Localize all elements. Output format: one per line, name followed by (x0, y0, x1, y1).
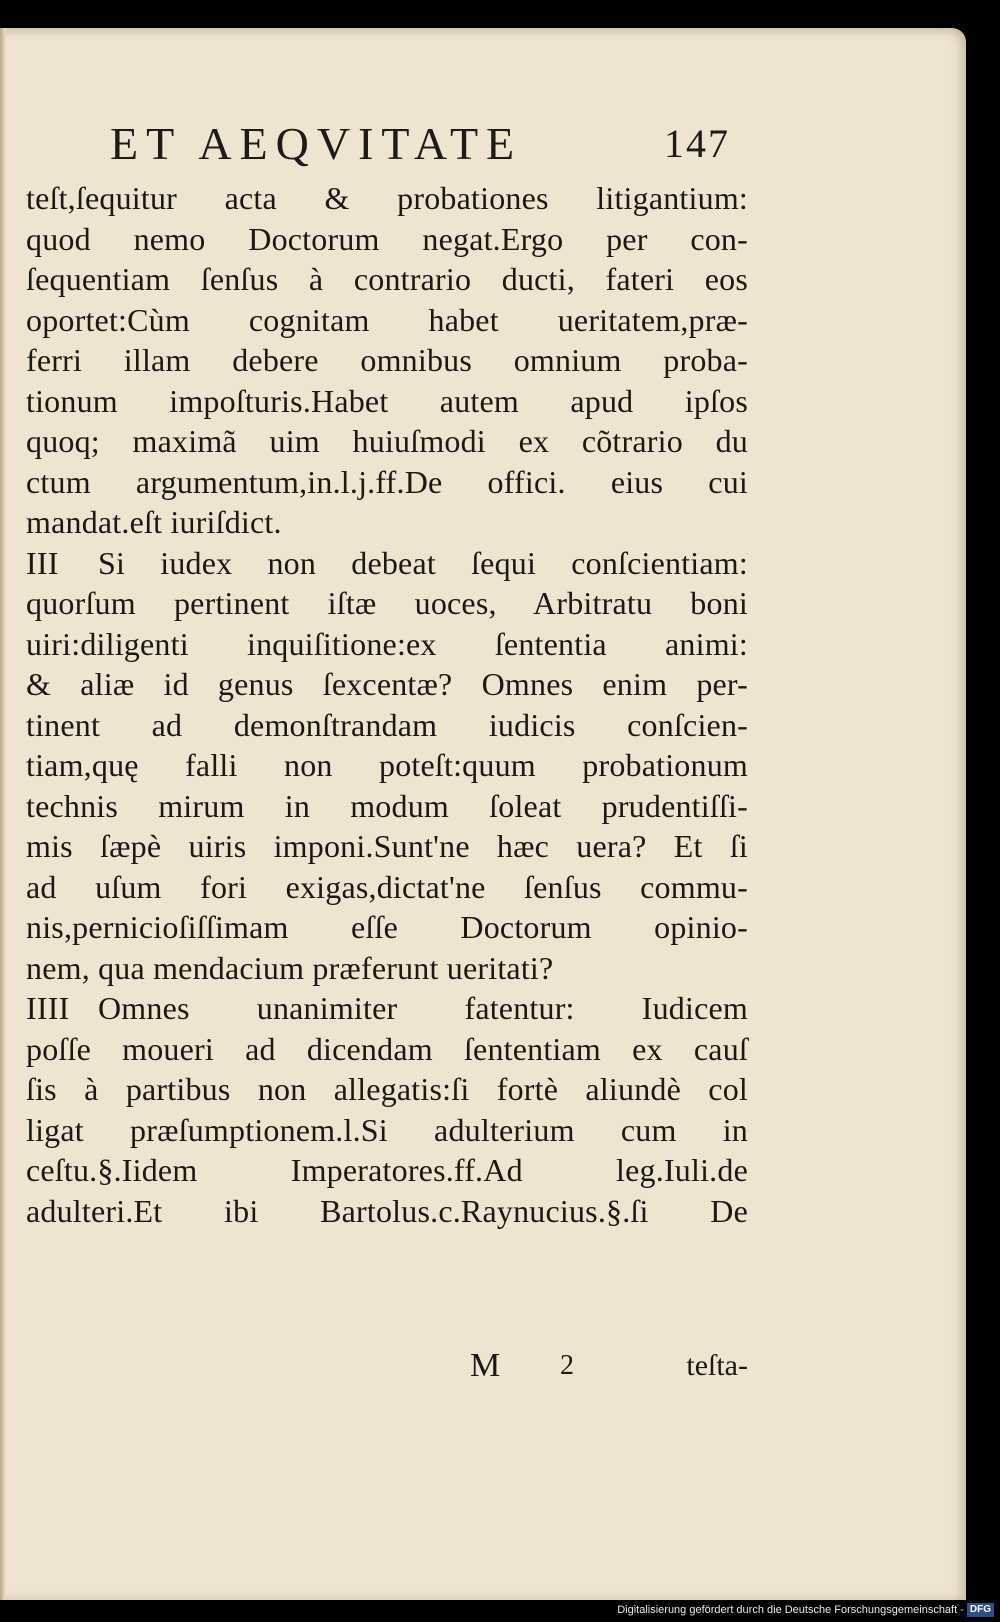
text-line (26, 219, 748, 260)
line-text: ſis à partibus non allegatis:ſi fortè aliundè col (26, 1071, 748, 1107)
text-line (26, 300, 748, 341)
signature-number: 2 (560, 1350, 574, 1381)
line-text: oportet:Cùm cognitam habet ueritatem,præ- (26, 301, 748, 338)
text-line (26, 1110, 748, 1151)
line-text: nem, qua mendacium præferunt ueritati? (26, 949, 554, 986)
line-text: adulteri.Et ibi Bartolus.c.Raynucius.§.ſi De (26, 1192, 748, 1229)
line-text: quorſum pertinent iſtæ uoces, Arbitratu boni (26, 585, 748, 621)
text-line (26, 705, 748, 746)
line-text: ad uſum fori exigas,dictat'ne ſenſus commu- (26, 868, 748, 905)
paragraph-number: IIII (26, 990, 70, 1026)
text-line (26, 664, 748, 705)
text-line (26, 178, 748, 219)
line-text: tinent ad demonſtrandam iudicis conſcien- (26, 706, 748, 743)
digitization-credit (617, 1602, 994, 1618)
line-text: nis,pernicioſiſſimam eſſe Doctorum opinio- (26, 909, 748, 945)
line-text: ſequentiam ſenſus à contrario ducti, fateri eos (26, 261, 748, 297)
page-header (110, 114, 730, 174)
line-text: uiri:diligenti inquiſitione:ex ſententia animi: (26, 625, 748, 662)
line-text: ctum argumentum,in.l.j.ff.De offici. eius cui (26, 463, 748, 500)
text-line (26, 421, 748, 462)
text-line (26, 259, 748, 300)
line-text: technis mirum in modum ſoleat prudentiſſi- (26, 787, 748, 824)
text-line (26, 867, 748, 908)
text-line (26, 1069, 748, 1110)
line-text: tiam,quę falli non poteſt:quum probationum (26, 747, 748, 783)
text-line (26, 502, 748, 543)
credit-text: Digitalisierung gefördert durch die Deutsche Forschungsgemeinschaft - (617, 1604, 964, 1616)
page-number: 147 (664, 121, 730, 166)
text-line (26, 1029, 748, 1070)
line-text: quoq; maximã uim huiuſmodi ex cõtrario du (26, 423, 748, 459)
text-line (26, 745, 748, 786)
line-text: tionum impoſturis.Habet autem apud ipſos (26, 382, 748, 419)
book-page (0, 28, 966, 1600)
paragraph-number: III (26, 544, 59, 581)
line-text: ligat præſumptionem.l.Si adulterium cum in (26, 1111, 748, 1148)
body-text (26, 178, 748, 1231)
text-line (26, 624, 748, 665)
dfg-logo-icon: DFG (967, 1603, 994, 1617)
text-line (26, 907, 748, 948)
line-text: quod nemo Doctorum negat.Ergo per con- (26, 220, 748, 257)
line-text: Si iudex non debeat ſequi conſcientiam: (98, 544, 748, 581)
text-line (26, 948, 748, 989)
text-line (26, 340, 748, 381)
page-catchwords (470, 1344, 748, 1388)
text-line (26, 462, 748, 503)
line-text: mis ſæpè uiris imponi.Sunt'ne hæc uera? Et ſi (26, 828, 748, 864)
line-text: ferri illam debere omnibus omnium proba- (26, 342, 748, 378)
text-line (26, 988, 748, 1029)
line-text: mandat.eſt iuriſdict. (26, 504, 282, 540)
text-line (26, 583, 748, 624)
line-text: poſſe moueri ad dicendam ſententiam ex cauſ (26, 1030, 748, 1067)
text-line (26, 1150, 748, 1191)
text-line (26, 381, 748, 422)
line-text: ceſtu.§.Iidem Imperatores.ff.Ad leg.Iuli.de (26, 1152, 748, 1188)
line-text: & aliæ id genus ſexcentæ? Omnes enim per- (26, 666, 748, 702)
running-head: ET AEQVITATE (110, 118, 523, 169)
signature-mark: M (470, 1347, 501, 1384)
catchword: teſta- (686, 1349, 748, 1382)
line-text: Omnes unanimiter fatentur: Iudicem (98, 990, 748, 1026)
text-line (26, 543, 748, 584)
text-line (26, 826, 748, 867)
text-line (26, 1191, 748, 1232)
text-line (26, 786, 748, 827)
line-text: teſt,ſequitur acta & probationes litigantium: (26, 180, 748, 216)
